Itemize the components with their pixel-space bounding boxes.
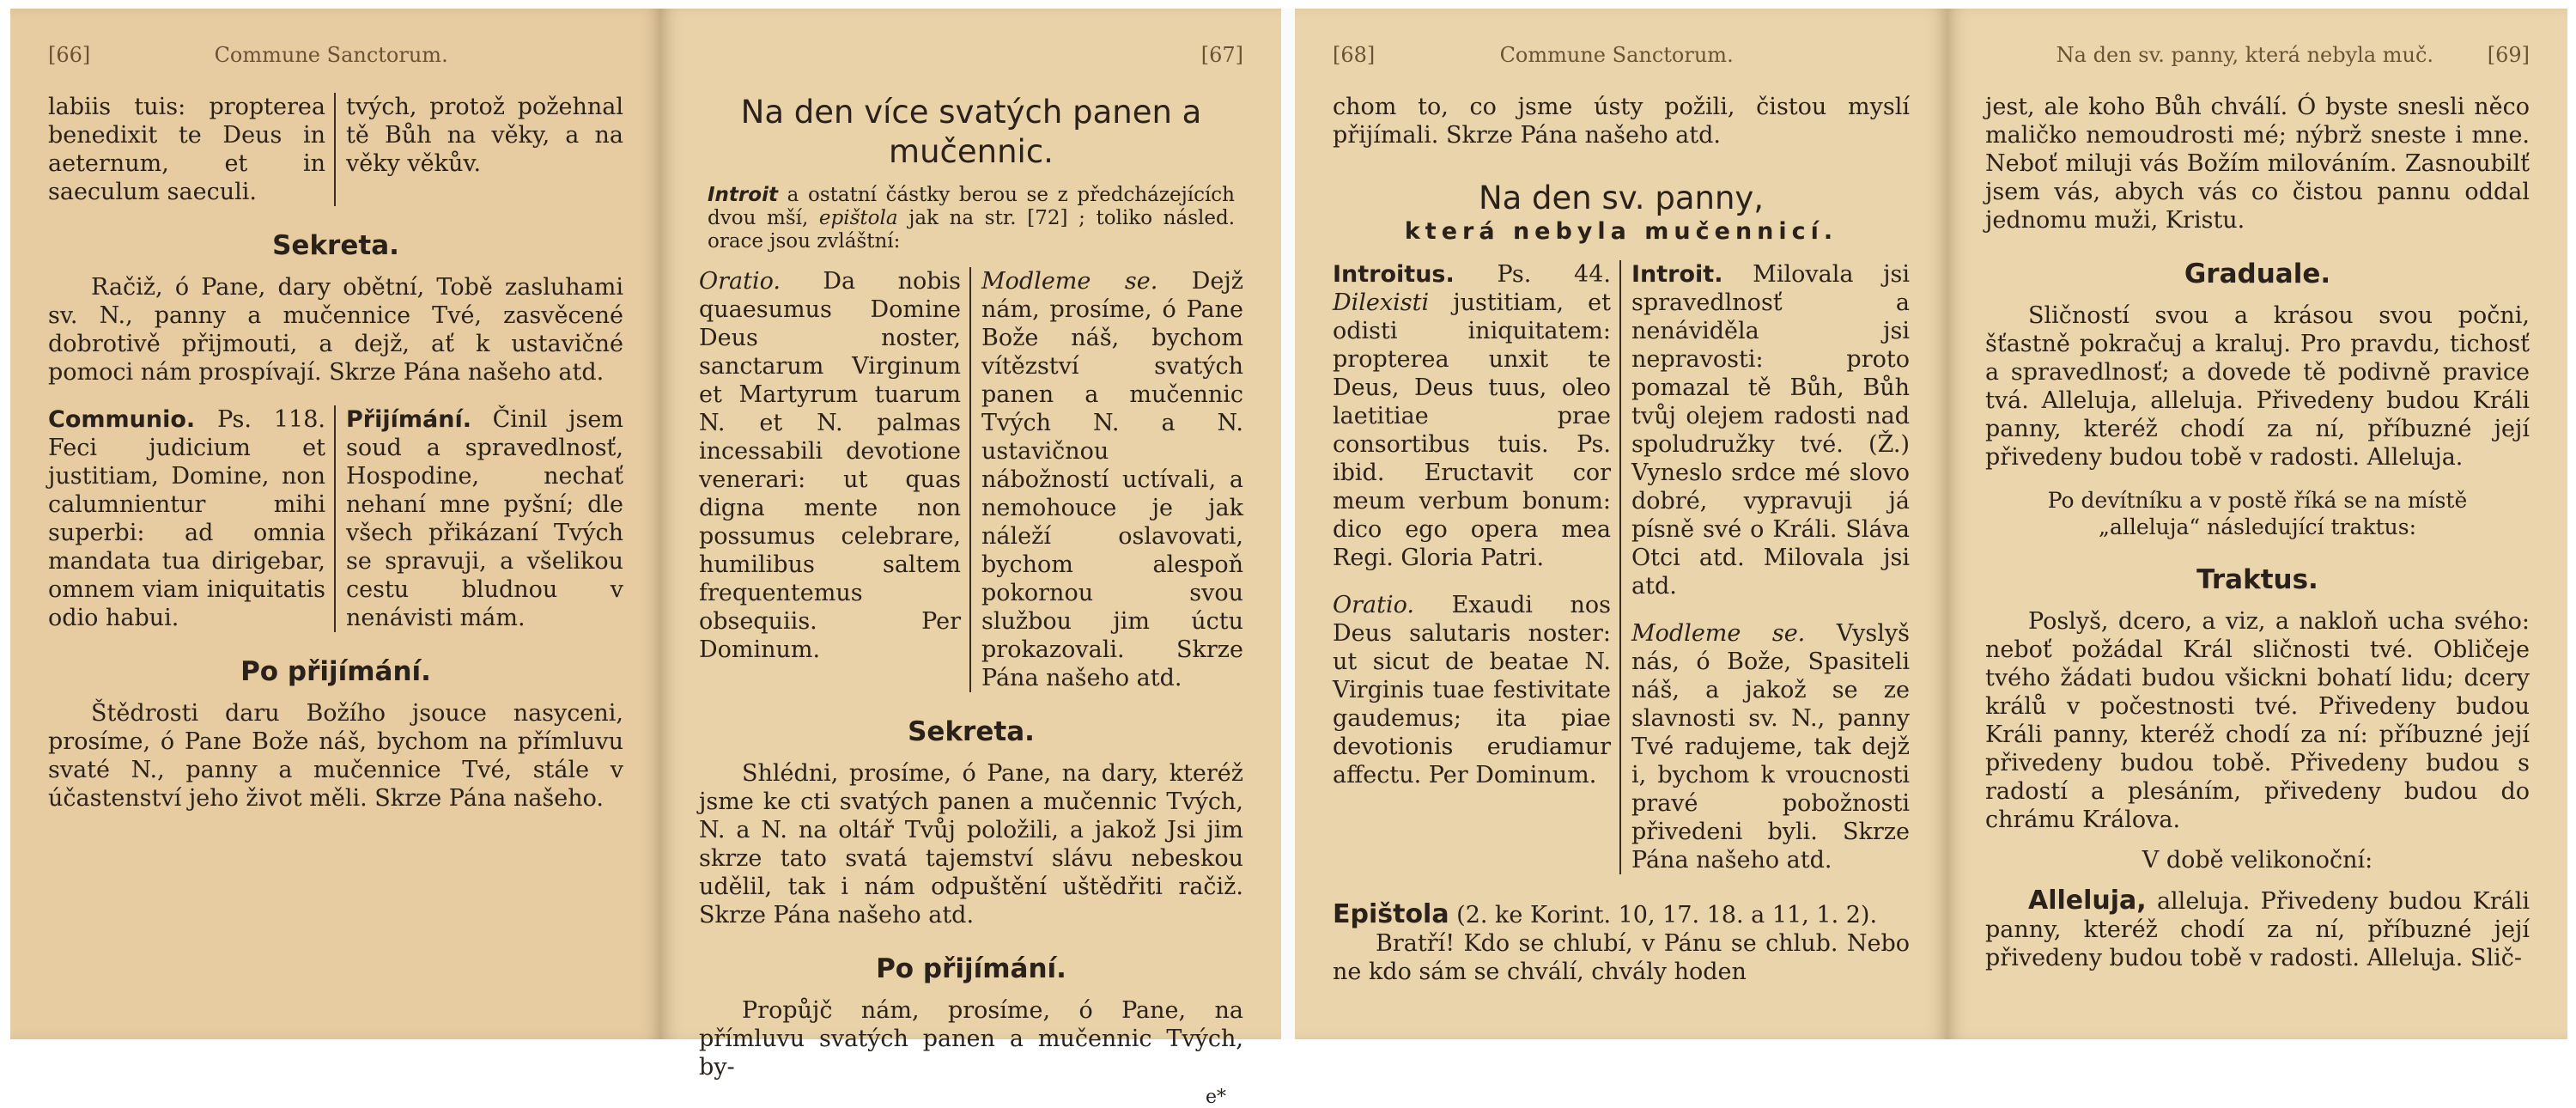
oratio-heading: Oratio. bbox=[1333, 592, 1414, 618]
oratio-text: Da nobis quaesumus Domine Deus noster, sanctarum Virginum et Martyrum tuarum N. et N. palmas incessabili devotione venerari: ut quas digna mente non possumus celebrare, humilibus saltem frequentemus obsequiis. Per Dominum. bbox=[699, 268, 961, 663]
latin-column: labiis tuis: propterea benedixit te Deus in aeternum, et in saeculum saeculi. bbox=[48, 93, 336, 206]
modleme-text: Dejž nám, prosíme, ó Pane Bože náš, bychom vítězství svatých panen a mučennic Tvých N. a N. ustavičnou nábožností uctívali, a nemohouce je jak náleží oslavovati, bychom alespoň pokornou svou službou jim úctu prokazovali. Skrze Pána našeho atd. bbox=[981, 268, 1243, 691]
rubric-introit: Introit bbox=[708, 184, 778, 206]
section-title: Graduale. bbox=[2184, 259, 2331, 289]
section-title: Po přijímání. bbox=[876, 953, 1066, 984]
introit-heading: Introit. bbox=[1631, 261, 1723, 288]
epistola-line bbox=[1333, 900, 1910, 929]
parallel-columns bbox=[48, 93, 623, 206]
sekreta-text: Shlédni, prosíme, ó Pane, na dary, kteréž jsme ke cti svatých panen a mučennic Tvých, N. a N. na oltář Tvůj položili, a jakož Jsi jim skrze tato svatá tajemství slávu nebeskou udělil, tak i nám odpuštění uštědřiti račiž. Skrze Pána našeho atd. bbox=[699, 760, 1243, 928]
parallel-columns bbox=[1333, 260, 1910, 874]
prijimani-text: Činil jsem soud a spravedlnosť, Hospodine, nechať nehaní mne pyšní; dle všech přikázaní Tvých se spravuji, a všelikou cestu bludnou v nenávisti mám. bbox=[346, 406, 623, 631]
oratio-text: Exaudi nos Deus salutaris noster: ut sicut de beatae N. Virginis tuae festivitate gaudemus; ita piae devotionis erudiamur affectu. Per Dominum. bbox=[1333, 592, 1611, 788]
section-title: Sekreta. bbox=[908, 716, 1035, 747]
page-header bbox=[1333, 38, 1910, 72]
alleluja-heading: Alleluja, bbox=[2028, 886, 2147, 916]
latin-column bbox=[48, 405, 336, 632]
epistola-ref: (2. ke Korint. 10, 17. 18. a 11, 1. 2). bbox=[1449, 902, 1878, 928]
alleluja-text bbox=[1985, 886, 2530, 972]
rubric bbox=[708, 184, 1235, 253]
introitus-heading: Introitus. bbox=[1333, 261, 1455, 288]
page-number: [66] bbox=[48, 43, 91, 67]
alleluja-body: alleluja. Přivedeny budou Králi panny, kteréž chodí za ní, příbuzné její přivedeny budou tobě v radosti. Alleluja. Slič- bbox=[1985, 888, 2530, 971]
page-header bbox=[1985, 38, 2530, 72]
czech-column: tvých, protož požehnal tě Bůh na věky, a na věky věkův. bbox=[346, 94, 623, 177]
czech-column bbox=[336, 405, 623, 632]
page-header bbox=[48, 38, 623, 72]
modleme-heading: Modleme se. bbox=[1631, 620, 1806, 647]
rubric: V době velikonoční: bbox=[2142, 847, 2373, 874]
modleme-heading: Modleme se. bbox=[981, 268, 1158, 295]
czech-column bbox=[971, 267, 1243, 692]
page-68 bbox=[1295, 9, 1947, 1039]
introitus-text: justitiam, et odisti iniquitatem: propterea unxit te Deus, Deus tuus, oleo laetitiae prae consortibus tuis. Ps. ibid. Eructavit cor meum verbum bonum: dico ego opera mea Regi. Gloria Patri. bbox=[1333, 289, 1611, 571]
page-number: [68] bbox=[1333, 43, 1376, 67]
continuation-text: chom to, co jsme ústy požili, čistou myslí přijímali. Skrze Pána našeho atd. bbox=[1333, 94, 1910, 149]
psalm-ref: Ps. 44. bbox=[1454, 261, 1611, 288]
po-prijimani-text: Propůjč nám, prosíme, ó Pane, na přímluvu svatých panen a mučennic Tvých, by- bbox=[699, 997, 1243, 1081]
parallel-columns bbox=[48, 405, 623, 632]
feast-title: Na den více svatých panen a mučennic. bbox=[740, 94, 1202, 170]
feast-title: Na den sv. panny, bbox=[1478, 180, 1765, 216]
feast-subtitle: která nebyla mučennicí. bbox=[1404, 218, 1838, 245]
epistola-heading: Epištola bbox=[1333, 899, 1449, 929]
po-prijimani-text: Štědrosti daru Božího jsouce nasyceni, prosíme, ó Pane Bože náš, bychom na přímluvu svaté N., panny a mučennice Tvé, stále v účastenství jeho život měli. Skrze Pána našeho. bbox=[48, 700, 623, 812]
psalm-ref: Ps. 118. bbox=[217, 406, 325, 433]
page-header bbox=[699, 38, 1243, 72]
sekreta-text: Račiž, ó Pane, dary obětní, Tobě zasluhami sv. N., panny a mučennice Tvé, zasvěcené dobrotivě přijmouti, a dejž, ať k ustavičné pomoci nám prospívají. Skrze Pána našeho atd. bbox=[48, 274, 623, 386]
traktus-text: Poslyš, dcero, a viz, a nakloň ucha svého: neboť požádal Král sličnosti tvé. Obličeje tvého žádati budou všickni bohatí lidu; dcery králů v počestnosti tvé. Přivedeny budou Králi panny, kteréž chodí za ní: příbuzné její přivedeny budou tobě. Přivedeny budou s radostí a plesáním, přivedeny budou do chrámu Králova. bbox=[1985, 608, 2530, 833]
modleme-text: Vyslyš nás, ó Bože, Spasiteli náš, a jakož se ze slavnosti sv. N., panny Tvé radujeme, tak dejž i, bychom k vroucnosti pravé pobožnosti přivedeni byli. Skrze Pána našeho atd. bbox=[1631, 620, 1910, 874]
page-number: [67] bbox=[1200, 43, 1243, 67]
latin-column bbox=[1333, 260, 1621, 874]
communio-text: Feci judicium et justitiam, Domine, non calumnientur mihi superbi: ad omnia mandata tua dirigebar, omnem viam iniquitatis odio habui. bbox=[48, 435, 325, 631]
page-67 bbox=[661, 9, 1281, 1108]
continuation-text: jest, ale koho Bůh chválí. Ó byste snesli něco maličko nemoudrosti mé; nýbrž sneste i mne. Neboť miluji vás Božím milováním. Zasnoubilť jsem vás, abych vás co čistou pannu oddal jednomu muži, Kristu. bbox=[1985, 94, 2530, 234]
oratio-heading: Oratio. bbox=[699, 268, 781, 295]
czech-column bbox=[1621, 260, 1910, 874]
introitus-incipit: Dilexisti bbox=[1333, 289, 1430, 316]
section-title: Traktus. bbox=[2196, 564, 2318, 595]
rubric-text: jak na str. [72] ; toliko násled. orace jsou zvláštní: bbox=[708, 207, 1236, 253]
parallel-columns bbox=[699, 267, 1243, 692]
running-head: Commune Sanctorum. bbox=[1499, 43, 1734, 67]
rubric: Po devítníku a v postě říká se na místě „alleluja“ následující traktus: bbox=[2047, 488, 2468, 539]
introit-text: Milovala jsi spravedlnosť a nenáviděla jsi nepravosti: proto pomazal tě Bůh, Bůh tvůj olejem radosti nad spoludružky tvé. (Ž.) Vyneslo srdce mé slovo dobré, vypravuji já písně své o Králi. Sláva Otci atd. Milovala jsi atd. bbox=[1631, 261, 1910, 600]
rubric-text: a ostatní částky berou se z předcházejících dvou mší, bbox=[708, 184, 1235, 229]
running-head: Commune Sanctorum. bbox=[214, 43, 448, 67]
prijimani-heading: Přijímání. bbox=[346, 406, 471, 433]
book-gutter bbox=[1281, 9, 1295, 1039]
graduale-text: Sličností svou a krásou svou počni, šťastně pokračuj a kraluj. Pro pravdu, tichosť a spravedlnosť; a dovede tě podivně pravice tvá. Alleluja, alleluja. Přivedeny budou Králi panny, kteréž chodí za ní, příbuzné její přivedeny budou tobě v radosti. Alleluja. bbox=[1985, 302, 2530, 471]
running-head: Na den sv. panny, která nebyla muč. bbox=[2056, 43, 2434, 67]
page-69 bbox=[1947, 9, 2567, 1039]
rubric-epistola: epištola bbox=[818, 207, 898, 229]
signature-mark: e* bbox=[1205, 1087, 1226, 1108]
section-title: Po přijímání. bbox=[240, 656, 431, 687]
page-66 bbox=[10, 9, 661, 1039]
communio-heading: Communio. bbox=[48, 406, 196, 433]
epistola-text: Bratří! Kdo se chlubí, v Pánu se chlub. Nebo ne kdo sám se chválí, chvály hoden bbox=[1333, 930, 1910, 985]
page-number: [69] bbox=[2487, 43, 2530, 67]
section-title: Sekreta. bbox=[272, 230, 399, 261]
latin-column bbox=[699, 267, 971, 692]
